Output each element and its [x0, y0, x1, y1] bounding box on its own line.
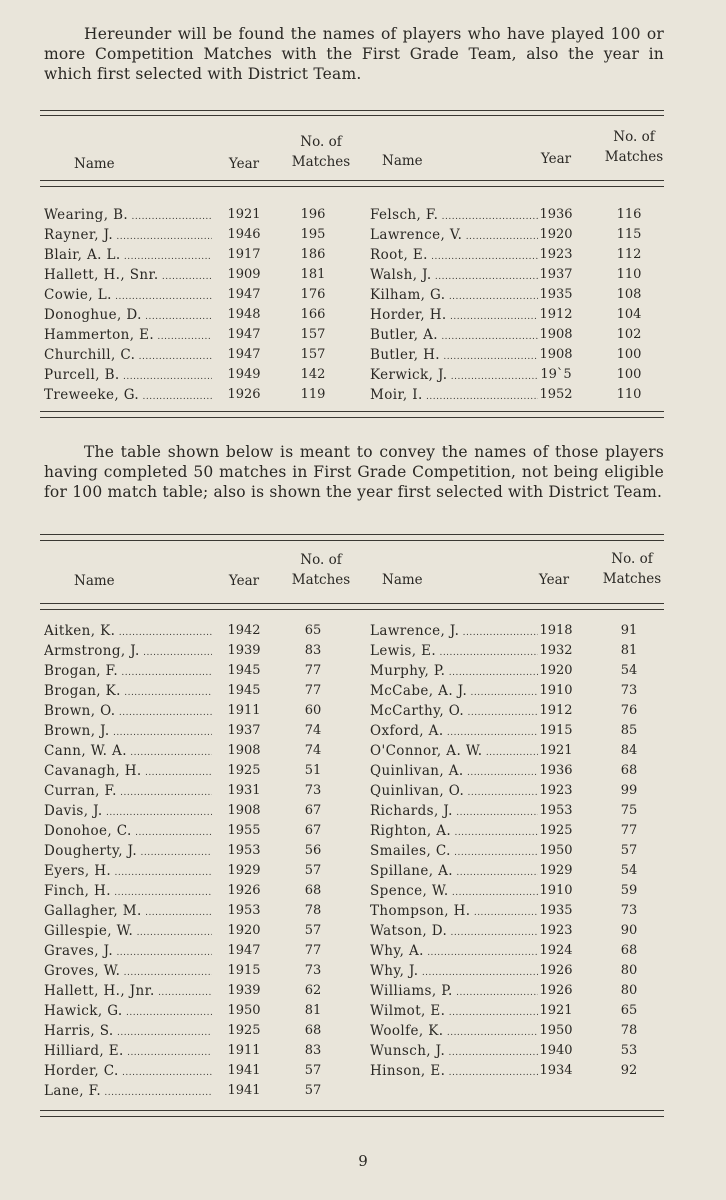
left-player-name: Blair, A. L. .....	[44, 245, 212, 267]
left-matches: 74	[304, 723, 322, 738]
left-year: 1947	[227, 287, 261, 302]
second-intro-paragraph: The table shown below is meant to convey the names of those players having completed 50 matches in First Grade Competition, not being eligible for 100 match table; also is shown the year first selected with District Team.	[44, 443, 664, 501]
left-matches: 157	[300, 347, 326, 362]
right-year: 1921	[539, 1003, 573, 1018]
left-year: 1926	[227, 883, 261, 898]
right-player-name: Woolfe, K. .....	[370, 1021, 538, 1043]
left-matches: 195	[300, 227, 326, 242]
right-player-name: Richards, J. .....	[370, 801, 538, 823]
right-player-name: Lawrence, J. .....	[370, 621, 538, 643]
table2-bottom-rule-2	[40, 1116, 664, 1117]
right-player-name: McCabe, A. J. .....	[370, 681, 538, 703]
right-year: 1912	[539, 307, 573, 322]
table2-header-year-left: Year	[228, 573, 260, 589]
left-player-name: Gillespie, W. .....	[44, 921, 212, 943]
table2-header-matches-right-2: Matches	[602, 571, 662, 587]
left-player-name: Donoghue, D. .....	[44, 305, 212, 327]
left-year: 1945	[227, 683, 261, 698]
table2-header-rule	[40, 603, 664, 604]
table-row	[44, 841, 664, 861]
right-year: 1925	[539, 823, 573, 838]
left-matches: 65	[304, 623, 322, 638]
left-matches: 157	[300, 327, 326, 342]
right-matches: 81	[620, 643, 638, 658]
table-row	[44, 881, 664, 901]
left-player-name: Purcell, B. .....	[44, 365, 212, 387]
table-row	[44, 681, 664, 701]
right-matches: 112	[616, 247, 642, 262]
right-matches: 54	[620, 663, 638, 678]
left-matches: 60	[304, 703, 322, 718]
right-year: 1915	[539, 723, 573, 738]
right-player-name: Felsch, F. .....	[370, 205, 538, 227]
table-row	[44, 641, 664, 661]
table-row	[44, 821, 664, 841]
left-matches: 77	[304, 683, 322, 698]
table1-header-year-right: Year	[540, 151, 572, 167]
table2-header-matches-left-1: No. of	[300, 552, 342, 568]
table-row	[44, 245, 664, 265]
left-year: 1942	[227, 623, 261, 638]
right-year: 1920	[539, 663, 573, 678]
right-year: 1923	[539, 923, 573, 938]
left-matches: 196	[300, 207, 326, 222]
table1-header-rule-2	[40, 186, 664, 187]
right-player-name: Walsh, J. .....	[370, 265, 538, 287]
table1-header-matches-right-1: No. of	[613, 129, 655, 145]
left-player-name: Cann, W. A. .....	[44, 741, 212, 763]
right-year: 19`5	[540, 367, 572, 382]
right-player-name: Wunsch, J. .....	[370, 1041, 538, 1063]
table-row	[44, 761, 664, 781]
right-year: 1910	[539, 883, 573, 898]
table-row	[44, 661, 664, 681]
left-year: 1946	[227, 227, 261, 242]
left-player-name: Horder, C. .....	[44, 1061, 212, 1083]
right-matches: 110	[616, 267, 642, 282]
left-player-name: Brown, J. .....	[44, 721, 212, 743]
left-matches: 67	[304, 803, 322, 818]
table-row	[44, 365, 664, 385]
right-matches: 80	[620, 983, 638, 998]
left-matches: 83	[304, 1043, 322, 1058]
right-matches: 68	[620, 763, 638, 778]
right-player-name: Horder, H. .....	[370, 305, 538, 327]
right-player-name: Watson, D. .....	[370, 921, 538, 943]
right-year: 1910	[539, 683, 573, 698]
right-year: 1923	[539, 783, 573, 798]
right-year: 1912	[539, 703, 573, 718]
right-matches: 108	[616, 287, 642, 302]
table-row	[44, 901, 664, 921]
left-matches: 68	[304, 883, 322, 898]
left-player-name: Davis, J. .....	[44, 801, 212, 823]
right-matches: 57	[620, 843, 638, 858]
right-player-name: Spence, W. .....	[370, 881, 538, 903]
left-player-name: Finch, H. .....	[44, 881, 212, 903]
left-matches: 77	[304, 663, 322, 678]
right-year: 1935	[539, 903, 573, 918]
table1-bottom-rule	[40, 411, 664, 412]
left-year: 1909	[227, 267, 261, 282]
left-player-name: Hammerton, E. .....	[44, 325, 212, 347]
table1-bottom-rule-2	[40, 417, 664, 418]
table-row	[44, 1081, 664, 1101]
right-matches: 80	[620, 963, 638, 978]
left-player-name: Lane, F. .....	[44, 1081, 212, 1103]
right-matches: 73	[620, 683, 638, 698]
left-player-name: Hallett, H., Jnr. .....	[44, 981, 212, 1003]
left-matches: 77	[304, 943, 322, 958]
left-player-name: Aitken, K. .....	[44, 621, 212, 643]
table-row	[44, 345, 664, 365]
table2-header-name-left: Name	[74, 573, 115, 589]
left-matches: 83	[304, 643, 322, 658]
table1-header-matches-left-1: No. of	[300, 134, 342, 150]
table-row	[44, 1061, 664, 1081]
right-player-name: Lawrence, V. .....	[370, 225, 538, 247]
table1-header-matches-right-2: Matches	[604, 149, 664, 165]
left-year: 1950	[227, 1003, 261, 1018]
right-matches: 102	[616, 327, 642, 342]
right-player-name: Why, A. .....	[370, 941, 538, 963]
left-year: 1953	[227, 843, 261, 858]
right-player-name: Wilmot, E. .....	[370, 1001, 538, 1023]
right-matches: 91	[620, 623, 638, 638]
left-player-name: Cowie, L. .....	[44, 285, 212, 307]
left-year: 1939	[227, 643, 261, 658]
left-matches: 57	[304, 1063, 322, 1078]
right-matches: 100	[616, 367, 642, 382]
left-player-name: Donohoe, C. .....	[44, 821, 212, 843]
left-year: 1931	[227, 783, 261, 798]
left-matches: 51	[304, 763, 322, 778]
right-matches: 53	[620, 1043, 638, 1058]
table-row	[44, 205, 664, 225]
right-player-name: Williams, P. .....	[370, 981, 538, 1003]
table-row	[44, 285, 664, 305]
left-year: 1908	[227, 743, 261, 758]
table2-header-name-right: Name	[382, 572, 423, 588]
left-matches: 78	[304, 903, 322, 918]
left-matches: 81	[304, 1003, 322, 1018]
left-year: 1947	[227, 327, 261, 342]
left-player-name: Hallett, H., Snr. .....	[44, 265, 212, 287]
right-matches: 54	[620, 863, 638, 878]
left-matches: 56	[304, 843, 322, 858]
right-player-name: Hinson, E. .....	[370, 1061, 538, 1083]
right-player-name: Spillane, A. .....	[370, 861, 538, 883]
right-matches: 65	[620, 1003, 638, 1018]
left-player-name: Eyers, H. .....	[44, 861, 212, 883]
right-matches: 99	[620, 783, 638, 798]
left-matches: 73	[304, 963, 322, 978]
right-matches: 76	[620, 703, 638, 718]
left-player-name: Dougherty, J. .....	[44, 841, 212, 863]
table2-header-matches-right-1: No. of	[611, 551, 653, 567]
table2-top-rule-2	[40, 540, 664, 541]
left-year: 1948	[227, 307, 261, 322]
right-year: 1950	[539, 843, 573, 858]
right-matches: 100	[616, 347, 642, 362]
right-player-name: Lewis, E. .....	[370, 641, 538, 663]
left-player-name: Hawick, G. .....	[44, 1001, 212, 1023]
left-matches: 57	[304, 863, 322, 878]
left-matches: 166	[300, 307, 326, 322]
right-year: 1923	[539, 247, 573, 262]
page-number: 9	[358, 1152, 368, 1170]
table-row	[44, 981, 664, 1001]
table-row	[44, 861, 664, 881]
left-year: 1941	[227, 1083, 261, 1098]
table1-top-rule-2	[40, 115, 664, 116]
right-matches: 110	[616, 387, 642, 402]
left-matches: 142	[300, 367, 326, 382]
table-row	[44, 1041, 664, 1061]
left-year: 1925	[227, 1023, 261, 1038]
right-year: 1929	[539, 863, 573, 878]
left-year: 1921	[227, 207, 261, 222]
table-row	[44, 941, 664, 961]
right-year: 1952	[539, 387, 573, 402]
right-player-name: Quinlivan, O. .....	[370, 781, 538, 803]
right-year: 1936	[539, 763, 573, 778]
left-player-name: Brown, O. .....	[44, 701, 212, 723]
right-year: 1926	[539, 983, 573, 998]
table-row	[44, 961, 664, 981]
table-row	[44, 325, 664, 345]
left-year: 1911	[227, 703, 261, 718]
right-year: 1926	[539, 963, 573, 978]
left-year: 1947	[227, 943, 261, 958]
right-year: 1934	[539, 1063, 573, 1078]
right-year: 1920	[539, 227, 573, 242]
right-matches: 73	[620, 903, 638, 918]
right-year: 1908	[539, 327, 573, 342]
right-player-name: Righton, A. .....	[370, 821, 538, 843]
right-year: 1940	[539, 1043, 573, 1058]
left-player-name: Hilliard, E. .....	[44, 1041, 212, 1063]
left-year: 1953	[227, 903, 261, 918]
right-year: 1932	[539, 643, 573, 658]
left-player-name: Curran, F. .....	[44, 781, 212, 803]
right-player-name: Thompson, H. .....	[370, 901, 538, 923]
left-year: 1920	[227, 923, 261, 938]
left-player-name: Harris, S. .....	[44, 1021, 212, 1043]
left-year: 1925	[227, 763, 261, 778]
intro-paragraph: Hereunder will be found the names of players who have played 100 or more Competition Matches with the First Grade Team, also the year in which first selected with District Team.	[44, 25, 664, 83]
left-year: 1949	[227, 367, 261, 382]
table1-header-year-left: Year	[228, 156, 260, 172]
left-year: 1915	[227, 963, 261, 978]
right-matches: 78	[620, 1023, 638, 1038]
table2-header-matches-left-2: Matches	[291, 572, 351, 588]
left-year: 1937	[227, 723, 261, 738]
right-matches: 75	[620, 803, 638, 818]
table-row	[44, 781, 664, 801]
right-year: 1918	[539, 623, 573, 638]
right-year: 1950	[539, 1023, 573, 1038]
left-year: 1955	[227, 823, 261, 838]
right-matches: 115	[616, 227, 642, 242]
right-year: 1908	[539, 347, 573, 362]
left-matches: 68	[304, 1023, 322, 1038]
left-player-name: Rayner, J. .....	[44, 225, 212, 247]
right-matches: 77	[620, 823, 638, 838]
left-player-name: Wearing, B. .....	[44, 205, 212, 227]
left-matches: 57	[304, 923, 322, 938]
table2-header-year-right: Year	[538, 572, 570, 588]
left-matches: 62	[304, 983, 322, 998]
left-year: 1941	[227, 1063, 261, 1078]
right-matches: 68	[620, 943, 638, 958]
table-row	[44, 1001, 664, 1021]
right-matches: 85	[620, 723, 638, 738]
table1-header-name-left: Name	[74, 156, 115, 172]
left-matches: 119	[300, 387, 326, 402]
left-matches: 74	[304, 743, 322, 758]
left-year: 1908	[227, 803, 261, 818]
table1-header-matches-left-2: Matches	[291, 154, 351, 170]
left-year: 1945	[227, 663, 261, 678]
table-row	[44, 741, 664, 761]
table2-top-rule	[40, 534, 664, 535]
right-player-name: Oxford, A. .....	[370, 721, 538, 743]
right-year: 1937	[539, 267, 573, 282]
right-player-name: Kerwick, J. .....	[370, 365, 538, 387]
left-player-name: Groves, W. .....	[44, 961, 212, 983]
left-year: 1917	[227, 247, 261, 262]
table2-header-rule-2	[40, 609, 664, 610]
left-player-name: Gallagher, M. .....	[44, 901, 212, 923]
left-player-name: Brogan, F. .....	[44, 661, 212, 683]
left-player-name: Armstrong, J. .....	[44, 641, 212, 663]
table-row	[44, 721, 664, 741]
right-player-name: Moir, I. .....	[370, 385, 538, 407]
left-year: 1947	[227, 347, 261, 362]
right-player-name: Smailes, C. .....	[370, 841, 538, 863]
right-matches: 104	[616, 307, 642, 322]
table-row	[44, 265, 664, 285]
right-player-name: Murphy, P. .....	[370, 661, 538, 683]
right-matches: 92	[620, 1063, 638, 1078]
right-matches: 116	[616, 207, 642, 222]
right-player-name: Butler, H. .....	[370, 345, 538, 367]
table-row	[44, 1021, 664, 1041]
table1-header-rule	[40, 180, 664, 181]
right-player-name: Quinlivan, A. .....	[370, 761, 538, 783]
right-player-name: Butler, A. .....	[370, 325, 538, 347]
table-row	[44, 385, 664, 405]
left-player-name: Brogan, K. .....	[44, 681, 212, 703]
right-year: 1921	[539, 743, 573, 758]
right-year: 1935	[539, 287, 573, 302]
right-matches: 84	[620, 743, 638, 758]
right-player-name: O'Connor, A. W. .....	[370, 741, 538, 763]
left-matches: 176	[300, 287, 326, 302]
right-year: 1953	[539, 803, 573, 818]
left-year: 1929	[227, 863, 261, 878]
right-player-name: Why, J. .....	[370, 961, 538, 983]
left-year: 1926	[227, 387, 261, 402]
table1-top-rule	[40, 110, 664, 111]
right-year: 1936	[539, 207, 573, 222]
left-matches: 181	[300, 267, 326, 282]
left-player-name: Churchill, C. .....	[44, 345, 212, 367]
right-player-name: Root, E. .....	[370, 245, 538, 267]
right-matches: 90	[620, 923, 638, 938]
left-matches: 73	[304, 783, 322, 798]
left-player-name: Graves, J. .....	[44, 941, 212, 963]
left-player-name: Treweeke, G. .....	[44, 385, 212, 407]
left-year: 1939	[227, 983, 261, 998]
left-year: 1911	[227, 1043, 261, 1058]
table2-bottom-rule	[40, 1110, 664, 1111]
right-year: 1924	[539, 943, 573, 958]
table-row	[44, 225, 664, 245]
left-matches: 57	[304, 1083, 322, 1098]
table-row	[44, 801, 664, 821]
right-player-name: Kilham, G. .....	[370, 285, 538, 307]
left-matches: 67	[304, 823, 322, 838]
left-player-name: Cavanagh, H. .....	[44, 761, 212, 783]
right-player-name: McCarthy, O. .....	[370, 701, 538, 723]
table-row	[44, 701, 664, 721]
table-row	[44, 921, 664, 941]
table-row	[44, 305, 664, 325]
table-row	[44, 621, 664, 641]
right-matches: 59	[620, 883, 638, 898]
table1-header-name-right: Name	[382, 153, 423, 169]
left-matches: 186	[300, 247, 326, 262]
